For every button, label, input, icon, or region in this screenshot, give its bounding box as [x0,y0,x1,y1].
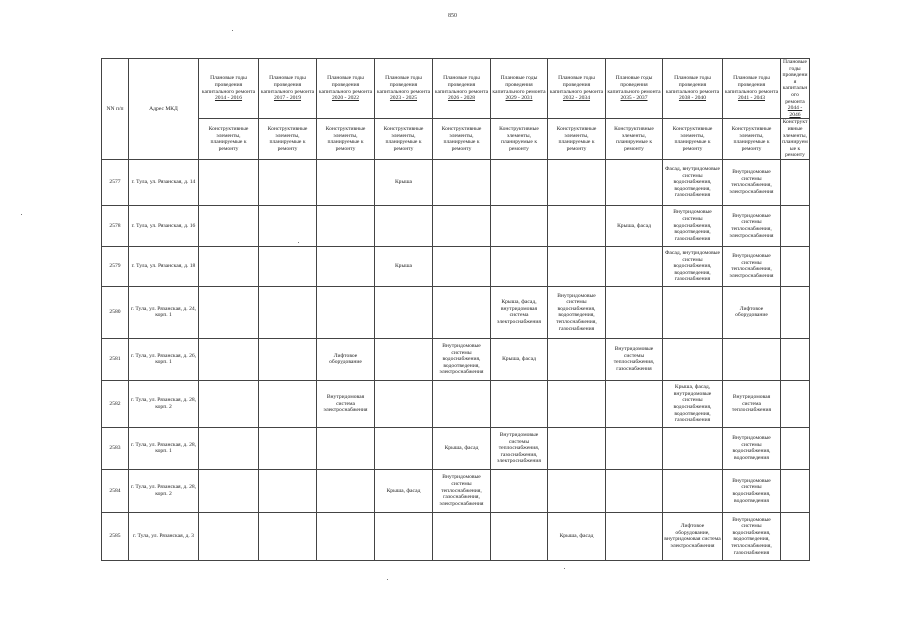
header-period [491,59,548,119]
scan-speck [298,242,299,243]
repair-cell [548,246,606,286]
repair-cell [375,427,433,469]
repair-cell [548,205,606,246]
repair-cell [491,512,548,560]
repair-cell: Крыша, фасад [606,205,663,246]
header-period [375,59,433,119]
repair-cell [606,512,663,560]
row-number: 2578 [102,205,129,246]
row-number: 2584 [102,469,129,512]
repair-cell [375,205,433,246]
repair-cell [317,469,375,512]
repair-cell [781,512,810,560]
table-row [102,205,810,246]
repair-cell [606,427,663,469]
repair-cell: Крыша [375,159,433,205]
repair-cell: Фасад, внутридомовые системы водоснабжения, водоотведения, газоснабжения [663,246,723,286]
row-address: г. Тула, ул. Рязанская, д. 3 [129,512,199,560]
period-years: 2044 - 2046 [787,105,803,118]
row-number: 2579 [102,246,129,286]
repair-cell [199,380,259,427]
repair-cell [259,286,317,338]
table-row [102,338,810,380]
repair-cell [606,380,663,427]
repair-cell: Внутридомовые системы теплоснабжения, газоснабжения [606,338,663,380]
header-kind: Конструктивные элементы, планируемые к ремонту [199,119,259,160]
repair-cell [606,286,663,338]
table-row [102,159,810,205]
repair-cell [433,286,491,338]
repair-cell [606,469,663,512]
row-number: 2582 [102,380,129,427]
row-address: г. Тула, ул. Рязанская, д. 26, корп. 1 [129,338,199,380]
repair-cell [548,380,606,427]
row-number: 2585 [102,512,129,560]
period-title: Плановые годы проведения капитального ремонта [260,75,315,95]
repair-cell [259,427,317,469]
repair-cell [781,427,810,469]
repair-cell [199,512,259,560]
repair-cell [199,338,259,380]
repair-cell: Лифтовое оборудование [317,338,375,380]
header-num: NN п/п [102,59,129,160]
repair-cell [491,380,548,427]
repair-cell [781,286,810,338]
period-title: Плановые годы проведения капитального ремонта [782,59,808,105]
repair-cell [781,469,810,512]
row-address: г. Тула, ул. Рязанская, д. 14 [129,159,199,205]
row-address: г. Тула, ул. Рязанская, д. 28, корп. 1 [129,427,199,469]
repair-cell: Крыша, фасад [548,512,606,560]
repair-cell [781,380,810,427]
header-kind: Конструктивные элементы, планируемые к ремонту [433,119,491,160]
repair-cell [317,205,375,246]
repair-cell: Внутридомовые системы теплоснабжения, электроснабжения [723,205,781,246]
header-kind: Конструктивные элементы, планируемые к ремонту [782,119,808,159]
row-number: 2581 [102,338,129,380]
repair-cell [317,246,375,286]
repair-cell [663,338,723,380]
header-period [317,59,375,119]
repair-cell [663,427,723,469]
period-title: Плановые годы проведения капитального ремонта [434,75,489,95]
header-period [663,59,723,119]
header-period [548,59,606,119]
repair-cell [781,205,810,246]
repair-cell [259,159,317,205]
row-address: г. Тула, ул. Рязанская, д. 18 [129,246,199,286]
row-address: г. Тула, ул. Рязанская, д. 28, корп. 2 [129,380,199,427]
period-title: Плановые годы проведения капитального ремонта [549,75,604,95]
header-kind: Конструктивные элементы, планируемые к ремонту [375,119,433,160]
period-title: Плановые годы проведения капитального ремонта [492,75,546,95]
repair-cell [548,159,606,205]
table-row [102,469,810,512]
repair-cell [199,205,259,246]
repair-cell: Лифтовое оборудование [723,286,781,338]
period-years: 2020 - 2022 [331,95,360,102]
repair-cell: Лифтовое оборудование, внутридомовая система электроснабжения [663,512,723,560]
row-number: 2580 [102,286,129,338]
repair-cell: Внутридомовые системы теплоснабжения, электроснабжения [723,159,781,205]
header-kind: Конструктивные элементы, планируемые к ремонту [259,119,317,160]
period-years: 2035 - 2037 [620,95,648,102]
repair-cell [317,159,375,205]
scan-speck [387,579,388,580]
period-years: 2017 - 2019 [273,95,302,102]
repair-cell [433,159,491,205]
repair-cell: Крыша, фасад, внутридомовая система электроснабжения [491,286,548,338]
row-address: г. Тула, ул. Рязанская, д. 28, корп. 2 [129,469,199,512]
period-title: Плановые годы проведения капитального ремонта [318,75,373,95]
scan-speck [564,568,565,569]
period-years: 2029 - 2031 [505,95,533,102]
repair-cell [375,286,433,338]
repair-cell: Крыша, фасад [433,427,491,469]
repair-cell [199,469,259,512]
repair-cell [199,286,259,338]
repair-cell [663,286,723,338]
page-number: 850 [448,13,457,19]
table-row [102,380,810,427]
repair-cell: Крыша, фасад [375,469,433,512]
repair-schedule-table [101,58,810,561]
repair-cell [606,246,663,286]
period-title: Плановые годы проведения капитального ремонта [724,75,779,95]
header-period [723,59,781,119]
repair-cell [781,246,810,286]
repair-cell [317,286,375,338]
header-row-kind [102,119,810,160]
repair-cell [663,469,723,512]
header-period [606,59,663,119]
repair-cell [259,205,317,246]
header-period [259,59,317,119]
repair-cell: Внутридомовые системы водоснабжения, водоотведения [723,427,781,469]
header-address: Адрес МКД [129,59,199,160]
repair-cell: Внутридомовая система теплоснабжения [723,380,781,427]
row-number: 2583 [102,427,129,469]
repair-cell [317,512,375,560]
repair-cell [723,338,781,380]
repair-cell [491,159,548,205]
repair-cell: Внутридомовые системы теплоснабжения, газоснабжения, электроснабжения [491,427,548,469]
period-years: 2032 - 2034 [562,95,591,102]
repair-cell: Внутридомовые системы водоснабжения, водоотведения, теплоснабжения, газоснабжения [723,512,781,560]
scan-speck [232,30,233,31]
header-kind: Конструктивные элементы, планируемые к ремонту [663,119,723,160]
repair-cell [781,338,810,380]
repair-cell: Фасад, внутридомовые системы водоснабжения, водоотведения, газоснабжения [663,159,723,205]
repair-cell: Внутридомовые системы теплоснабжения, газоснабжения, электроснабжения [433,469,491,512]
period-years: 2023 - 2025 [389,95,418,102]
repair-cell [433,246,491,286]
table-row [102,512,810,560]
repair-cell [606,159,663,205]
header-period [781,59,810,119]
repair-cell [375,380,433,427]
repair-cell [317,427,375,469]
repair-cell [548,427,606,469]
repair-cell [259,380,317,427]
repair-cell: Внутридомовая система электроснабжения [317,380,375,427]
repair-cell: Крыша, фасад, внутридомовые системы водоснабжения, водоотведения, газоснабжения [663,380,723,427]
row-number: 2577 [102,159,129,205]
header-kind: Конструктивные элементы, планируемые к ремонту [723,119,781,160]
period-title: Плановые годы проведения капитального ремонта [665,75,720,95]
table-body [102,159,810,560]
period-years: 2038 - 2040 [678,95,707,102]
period-years: 2014 - 2016 [214,95,243,102]
repair-cell [199,427,259,469]
repair-cell [433,380,491,427]
period-title: Плановые годы проведения капитального ремонта [376,75,431,95]
table-row [102,246,810,286]
repair-cell [433,205,491,246]
repair-cell: Крыша [375,246,433,286]
repair-cell: Внутридомовые системы водоснабжения, водоотведения, электроснабжения [433,338,491,380]
repair-cell: Внутридомовые системы водоснабжения, водоотведения, газоснабжения [663,205,723,246]
repair-cell [375,512,433,560]
period-years: 2041 - 2043 [737,95,766,102]
header-kind: Конструктивные элементы, планируемые к ремонту [606,119,663,160]
header-period [199,59,259,119]
header-kind: Конструктивные элементы, планируемые к ремонту [491,119,548,160]
repair-cell [491,246,548,286]
repair-cell [548,338,606,380]
header-kind: Конструктивные элементы, планируемые к ремонту [548,119,606,160]
period-title: Плановые годы проведения капитального ремонта [201,75,256,95]
repair-cell [259,469,317,512]
repair-cell: Внутридомовые системы водоснабжения, водоотведения [723,469,781,512]
repair-cell: Внутридомовые системы водоснабжения, водоотведения, теплоснабжения, газоснабжения [548,286,606,338]
repair-cell [433,512,491,560]
repair-cell [548,469,606,512]
repair-cell: Крыша, фасад [491,338,548,380]
period-title: Плановые годы проведения капитального ремонта [607,75,661,95]
row-address: г. Тула, ул. Рязанская, д. 16 [129,205,199,246]
header-kind: Конструктивные элементы, планируемые к ремонту [317,119,375,160]
scan-speck [21,214,22,215]
repair-cell [199,246,259,286]
repair-cell [199,159,259,205]
table-row [102,427,810,469]
repair-cell [259,338,317,380]
period-years: 2026 - 2028 [447,95,476,102]
repair-cell [491,469,548,512]
row-address: г. Тула, ул. Рязанская, д. 24, корп. 1 [129,286,199,338]
table-row [102,286,810,338]
header-period [433,59,491,119]
repair-cell: Внутридомовые системы теплоснабжения, электроснабжения [723,246,781,286]
repair-cell [375,338,433,380]
repair-cell [259,246,317,286]
repair-cell [491,205,548,246]
repair-cell [781,159,810,205]
repair-cell [259,512,317,560]
header-row-years [102,59,810,119]
